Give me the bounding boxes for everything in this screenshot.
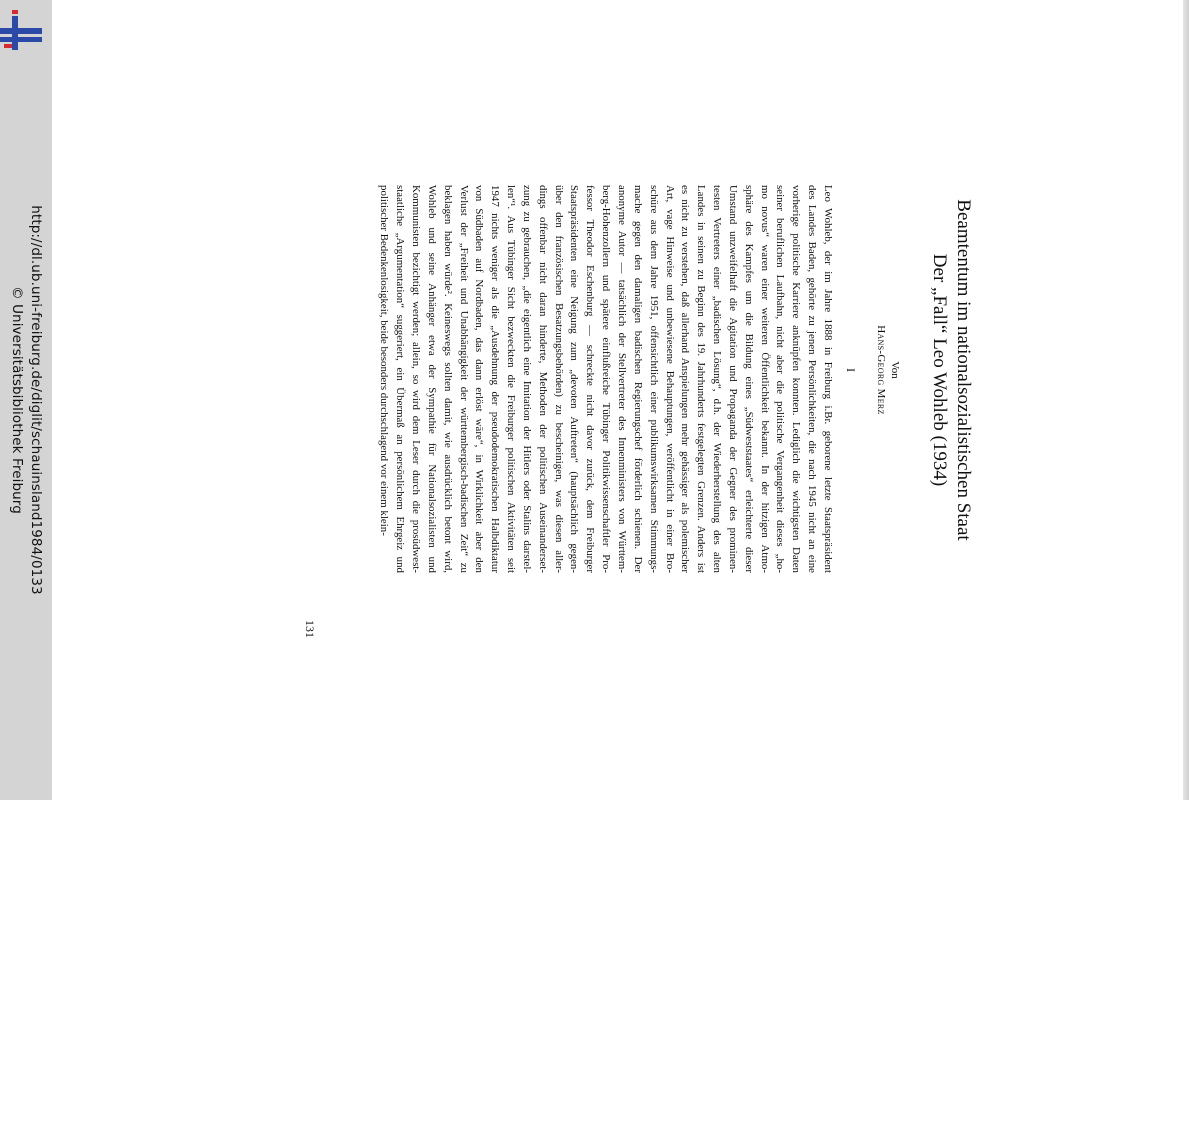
copyright-notice: © Universitätsbibliothek Freiburg [9, 286, 25, 514]
text-line: schüre aus dem Jahre 1951, offensichtlich einer publikumswirksamen Stimmungs- [647, 185, 660, 573]
text-line: zung zu gebrauchen, „die eigentlich eine Imitation der Hitlers oder Stalins darstel- [520, 185, 533, 573]
text-line: Umstand unzweifelhaft die Agitation und Propaganda der Gegner des prominen- [726, 185, 739, 573]
text-line: Art, vage Hinweise und unbewiesene Behauptungen, veröffentlicht in einer Bro- [663, 185, 676, 573]
text-line: Landes in seinen zu Beginn des 19. Jahrhunderts festgelegten Grenzen. Anders ist [695, 185, 708, 573]
text-line: fessor Theodor Eschenburg — schreckte nicht davor zurück, dem Freiburger [584, 185, 597, 573]
text-line: Kommunisten bezichtigt werden; allein, so wird dem Leser durch die prosüdwest- [410, 185, 423, 573]
source-url[interactable]: http://dl.ub.uni-freiburg.de/diglit/schauinsland1984/0133 [28, 205, 44, 595]
text-line: staatliche „Argumentation“ suggeriert, ein Übermaß an persönlichem Ehrgeiz und [394, 185, 407, 573]
text-line: len“¹. Aus Tübinger Sicht bezweckten die Freiburger politischen Aktivitäten seit [505, 185, 518, 573]
text-line: berg-Hohenzollern und spätere einflußreiche Tübinger Politikwissenschaftler Pro- [600, 185, 613, 573]
author-name: Hans-Georg Merz [875, 325, 887, 415]
text-line: 1947 nichts weniger als die „Ausdehnung der pseudodemokratischen Halbdiktatur [489, 185, 502, 573]
text-line: testen Vertreters einer „badischen Lösung“, d.h. der Wiederherstellung des alten [711, 185, 724, 573]
article-title: Beamtentum im nationalsozialistischen Staat [953, 199, 974, 541]
section-number: I [844, 368, 858, 372]
page-content [52, 0, 1183, 800]
text-line: es nicht zu verstehen, daß allerhand Anspielungen mehr gehässiger als polemischer [679, 185, 692, 573]
text-line: Verlust der „Freiheit und Unabhängigkeit der württembergisch-badischen Zeit“ zu [457, 185, 470, 573]
text-line: politischer Bedenkenlosigkeit, beide besonders durchschlagend vor einem klein- [378, 185, 391, 536]
text-line: mache gegen den damaligen badischen Regierungschef förderlich schienen. Der [631, 185, 644, 573]
text-line: seiner beruflichen Laufbahn, nicht aber die politische Vergangenheit dieses „ho- [774, 185, 787, 573]
text-line: beklagen haben würde². Keineswegs sollten damit, wie ausdrücklich betont wird, [441, 185, 454, 573]
text-line: Wohleb und seine Anhänger etwa der Sympathie für Nationalsozialisten und [425, 185, 438, 573]
text-line: des Landes Baden, gehörte zu jenen Persönlichkeiten, die nach 1945 nicht an eine [806, 185, 819, 573]
text-line: von Südbaden auf Nordbaden, das dann erlöst wäre“, in Wirklichkeit aber den [473, 185, 486, 573]
text-line: Leo Wohleb, der im Jahre 1888 in Freiburg i.Br. geborene letzte Staatspräsident [822, 185, 834, 573]
text-line: sphäre des Kampfes um die Bildung eines „Südweststaates“ erleichterte dieser [742, 185, 755, 573]
text-line: anonyme Autor — tatsächlich der Stellvertreter des Innenministers von Württem- [616, 185, 629, 573]
text-line: mo novus“ waren einer weiteren Öffentlichkeit bekannt. In der hitzigen Atmo- [758, 185, 771, 573]
byline-prefix: Von [889, 361, 901, 379]
text-line: dings offenbar nicht daran hinderte, Methoden der politischen Auseinanderset- [536, 185, 549, 573]
document-page [52, 0, 1183, 800]
viewer-scroll-edge [1183, 0, 1189, 800]
body-text [376, 185, 835, 573]
text-line: über den französischen Besatzungsbehörden) zu bescheinigen, was diesen aller- [552, 185, 565, 573]
article-subtitle: Der „Fall“ Leo Wohleb (1934) [929, 253, 950, 487]
text-line: Staatspräsidenten eine Neigung zum „devoten Auftreten“ (hauptsächlich gegen- [568, 185, 581, 573]
page-number: 131 [303, 620, 317, 638]
text-line: vorherige politische Karriere anknüpfen konnten. Lediglich die wichtigsten Daten [790, 185, 803, 573]
